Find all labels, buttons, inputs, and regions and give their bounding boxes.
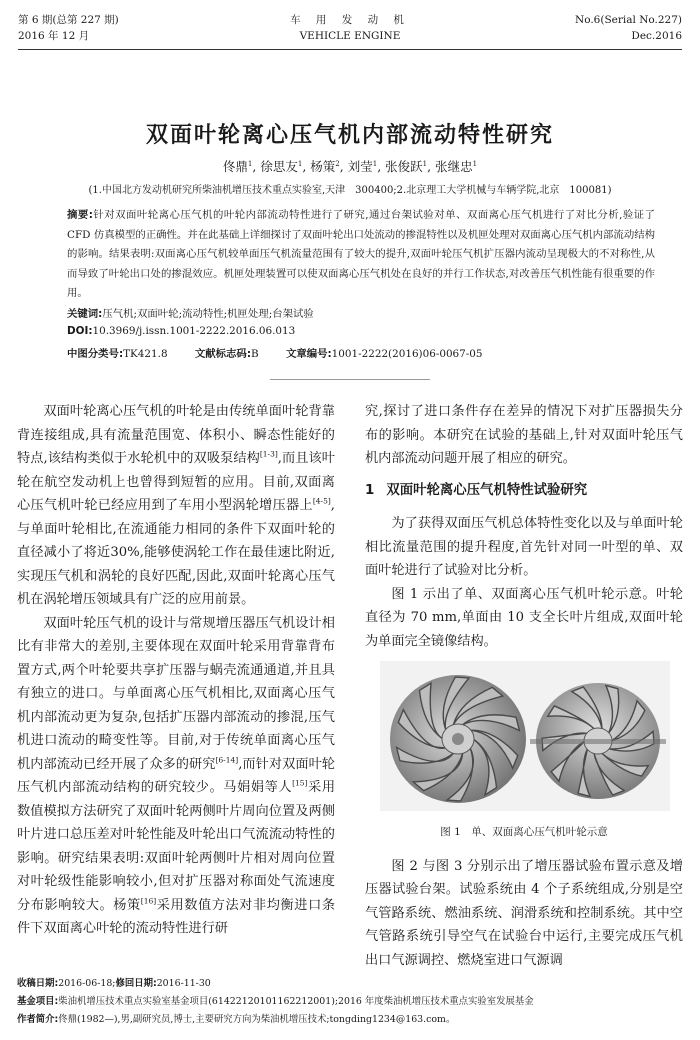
author-affiliation-mark: 2 [335, 159, 340, 168]
journal-name-cn: 车 用 发 动 机 [290, 14, 410, 26]
keywords-label: 关键词: [67, 308, 103, 320]
article-no-label: 文章编号: [285, 348, 332, 360]
affiliation: (1.中国北方发动机研究所柴油机增压技术重点实验室,天津 300400;2.北京理工大学机械与车辆学院,北京 100081) [88, 185, 612, 196]
header-right [575, 12, 682, 44]
impeller-illustration [380, 661, 670, 811]
revised-label: 修回日期: [115, 978, 157, 989]
author-affiliation-mark: 1 [247, 159, 253, 168]
article-no-value: 1001-2222(2016)06-0067-05 [331, 348, 483, 360]
figure-1-caption: 图 1 单、双面离心压气机叶轮示意 [440, 826, 608, 838]
revised-date: 2016-11-30 [156, 978, 211, 989]
received-date: 2016-06-18; [58, 978, 116, 989]
author-bio-line [17, 1011, 685, 1029]
author-name: 徐思友 [260, 159, 298, 174]
left-column [17, 400, 335, 941]
author-bio-text: 佟鼎(1982—),男,副研究员,博士,主要研究方向为柴油机增压技术;tongding1234@163.com。 [58, 1014, 456, 1025]
abstract-text: 针对双面叶轮离心压气机的叶轮内部流动特性进行了研究,通过台架试验对单、双面离心压气机进行了对比分析,验证了 CFD 仿真模型的正确性。并在此基础上详细探讨了双面叶轮出口处流动的掺混特性以及机匣处理对双面离心压气机内部流动结构的影响。结果表明:双面离心压气机较单面压气机流量范围有了较大的提升,双面叶轮压气机扩压器内流动呈现极大的不对称性,从而导致了叶轮出口处的掺混效应。机匣处理装置可以使双面离心压气机处在良好的并行工作状态,对改善压气机性能有很重要的作用。 [67, 209, 655, 299]
abstract-label: 摘要: [67, 209, 93, 221]
dates-line [17, 975, 685, 993]
citation-ref: [15] [292, 778, 308, 788]
header-date-en: Dec.2016 [631, 30, 682, 42]
section-paragraph-3: 图 2 与图 3 分别示出了增压器试验布置示意及增压器试验台架。试验系统由 4 个子系统组成,分别是空气管路系统、燃油系统、润滑系统和控制系统。其中空气管路系统引导空气在试验台中运行,主要完成压气机出口气源调控、燃烧室进口气源调 [365, 858, 683, 968]
citation-ref: [16] [140, 896, 157, 906]
clc-value: TK421.8 [123, 348, 168, 360]
classification-line [67, 345, 667, 360]
citation-ref: [4-5] [312, 496, 331, 506]
double-sided-impeller [530, 683, 666, 799]
doi-label: DOI: [67, 325, 93, 337]
author-affiliation-mark: 1 [472, 159, 478, 168]
author-name: 杨策 [310, 159, 336, 174]
intro-paragraph-2: 双面叶轮压气机的设计与常规增压器压气机设计相比有非常大的差别,主要体现在双面叶轮采用背靠背布置方式,两个叶轮要共享扩压器与蜗壳流通通道,并且具有独立的进口。与单面离心压气机相比,双面离心压气机内部流动更为复杂,包括扩压器内部流动的掺混,压气机进口流动的畸变性等。目前,对于传统单面离心压气机内部流动已经开展了众多的研究[6-14],而针对双面叶轮压气机内部流动结构的研究较少。马娟娟等人[15]采用数值模拟方法研究了双面叶轮两侧叶片周向位置及两侧叶片进口总压差对叶轮性能及叶轮出口气流流动特性的影响。研究结果表明:双面叶轮两侧叶片相对周向位置对叶轮级性能影响较小,但对扩压器对称面处气流速度分布影响较大。杨策[16]采用数值方法对非均衡进口条件下双面离心叶轮的流动特性进行研 [17, 615, 336, 936]
footnotes [17, 975, 685, 1029]
journal-name-en: VEHICLE ENGINE [299, 30, 401, 42]
author-name: 佟鼎 [222, 159, 248, 174]
intro-paragraph-1: 双面叶轮离心压气机的叶轮是由传统单面叶轮背靠背连接组成,具有流量范围宽、体积小、瞬态性能好的特点,该结构类似于水轮机中的双吸泵结构[1-3],而且该叶轮在航空发动机上也曾得到短暂的应用。目前,双面离心压气机叶轮已经应用到了车用小型涡轮增压器上[4-5],与单面叶轮相比,在流通能力相同的条件下双面叶轮的直径减小了将近30%,能够使涡轮工作在最佳速比附近,实现压气机和涡轮的良好匹配,因此,双面叶轮离心压气机在涡轮增压领域具有广泛的应用前景。 [17, 404, 335, 607]
section-number: 1 [365, 482, 375, 498]
single-sided-impeller [390, 675, 526, 803]
author-list: 佟鼎$^1$, 徐思友$^1$, 杨策$^2$, 刘莹$^1$, 张俊跃$^1$, 张继忠$^1$ [222, 159, 478, 174]
citation-ref: [6-14] [215, 755, 239, 765]
doc-code-label: 文献标志码: [194, 348, 251, 360]
right-column [365, 400, 683, 972]
author-affiliation-mark: 1 [297, 159, 303, 168]
citation-ref: [1-3] [259, 449, 278, 459]
doi-text: 10.3969/j.issn.1001-2222.2016.06.013 [92, 325, 296, 337]
section-heading-1 [365, 479, 683, 503]
author-affiliation-mark: 1 [422, 159, 428, 168]
intro-paragraph-3: 究,探讨了进口条件存在差异的情况下对扩压器损失分布的影响。本研究在试验的基础上,针对双面叶轮压气机内部流动问题开展了相应的研究。 [365, 404, 683, 466]
paper-title: 双面叶轮离心压气机内部流动特性研究 [145, 123, 554, 148]
running-header [18, 12, 682, 48]
author-name: 张俊跃 [385, 159, 423, 174]
keywords [67, 305, 314, 320]
clc-label: 中图分类号: [67, 348, 124, 360]
author-bio-label: 作者简介: [17, 1014, 59, 1025]
keywords-text: 压气机;双面叶轮;流动特性;机匣处理;台架试验 [102, 308, 314, 320]
received-label: 收稿日期: [17, 978, 59, 989]
fund-line [17, 993, 685, 1011]
fund-text: 柴油机增压技术重点实验室基金项目(61422120101162212001);2016 年度柴油机增压技术重点实验室发展基金 [58, 996, 534, 1007]
abstract [45, 206, 655, 304]
header-serial: No.6(Serial No.227) [575, 14, 682, 26]
doi [67, 325, 295, 337]
header-issue: 第 6 期(总第 227 期) [18, 14, 119, 26]
header-date: 2016 年 12 月 [18, 30, 90, 42]
header-rule [18, 49, 682, 50]
section-title: 双面叶轮离心压气机特性试验研究 [386, 482, 588, 498]
fund-label: 基金项目: [17, 996, 59, 1007]
figure-1-impellers [380, 661, 670, 811]
abstract-divider [270, 379, 430, 380]
author-affiliation-mark: 1 [372, 159, 378, 168]
author-name: 张继忠 [435, 159, 473, 174]
section-paragraph-2: 图 1 示出了单、双面离心压气机叶轮示意。叶轮直径为 70 mm,单面由 10 支全长叶片组成,双面叶轮为单面完全镜像结构。 [365, 586, 683, 649]
author-name: 刘莹 [347, 159, 373, 174]
doc-code-value: B [250, 348, 259, 360]
section-paragraph-1: 为了获得双面压气机总体特性变化以及与单面叶轮相比流量范围的提升程度,首先针对同一叶型的单、双面叶轮进行了试验对比分析。 [365, 516, 683, 578]
